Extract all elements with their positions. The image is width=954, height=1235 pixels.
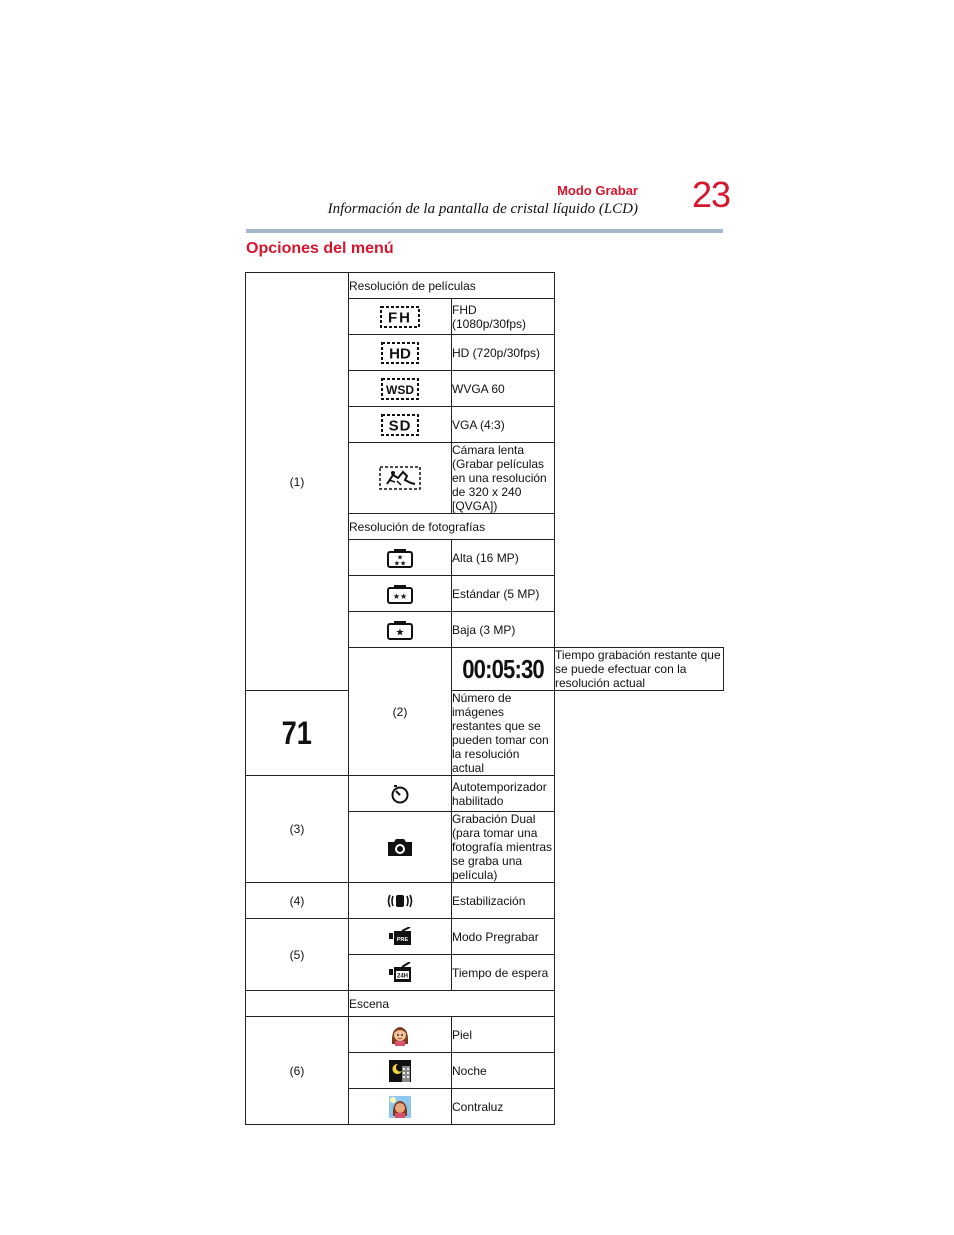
slow-motion-icon [379, 466, 421, 490]
remaining-images-readout: 71 [281, 714, 313, 751]
night-scene-icon [389, 1060, 411, 1082]
option-standby: Tiempo de espera [452, 955, 555, 991]
remaining-time-readout: 00:05:30 [462, 653, 544, 684]
subheading-photo-resolution: Resolución de fotografías [349, 514, 555, 540]
option-fhd: FHD (1080p/30fps) [452, 299, 555, 335]
running-header-section: Modo Grabar [557, 183, 638, 198]
photo-standard-icon [387, 584, 413, 604]
svg-text:★: ★ [395, 627, 405, 638]
option-photo-standard: Estándar (5 MP) [452, 576, 555, 612]
remaining-time-description: Tiempo grabación restante que se puede efectuar con la resolución actual [555, 648, 724, 691]
option-skin: Piel [452, 1017, 555, 1053]
group-number: (1) [246, 273, 349, 691]
wsd-icon-text: WSD [386, 382, 414, 397]
table-row [246, 883, 724, 919]
standby-icon-text: 24H [396, 973, 409, 979]
svg-text:★: ★ [396, 554, 404, 561]
table-row [246, 991, 724, 1017]
option-slow-motion: Cámara lenta (Grabar películas en una resolución de 320 x 240 [QVGA]) [452, 443, 555, 514]
header-rule [246, 229, 723, 233]
group-number: (3) [246, 776, 349, 883]
running-header-subtitle: Información de la pantalla de cristal líquido (LCD) [327, 201, 638, 217]
pre-record-icon [388, 927, 412, 947]
option-hd: HD (720p/30fps) [452, 335, 555, 371]
sd-icon [381, 414, 419, 436]
group-number: (6) [246, 1017, 349, 1125]
option-sd: VGA (4:3) [452, 407, 555, 443]
standby-icon [388, 962, 412, 984]
hd-icon-text: HD [389, 345, 411, 362]
option-dual-recording: Grabación Dual (para tomar una fotografía mientras se graba una película) [452, 812, 555, 883]
subheading-scene: Escena [349, 991, 555, 1017]
table-row [246, 1017, 724, 1053]
remaining-images-description: Número de imágenes restantes que se pueden tomar con la resolución actual [452, 691, 555, 776]
photo-low-icon [387, 620, 413, 640]
skin-scene-icon [389, 1024, 411, 1046]
option-self-timer: Autotemporizador habilitado [452, 776, 555, 812]
subheading-movie-resolution: Resolución de películas [349, 273, 555, 299]
option-pre-record: Modo Pregrabar [452, 919, 555, 955]
group-number: (4) [246, 883, 349, 919]
option-photo-high: Alta (16 MP) [452, 540, 555, 576]
self-timer-icon [390, 784, 410, 804]
hd-icon [381, 342, 419, 364]
fhd-icon-text: FH [388, 309, 412, 326]
stabilization-icon [386, 892, 414, 910]
pre-record-icon-text: PRE [396, 936, 409, 943]
option-wsd: WVGA 60 [452, 371, 555, 407]
table-row [246, 691, 724, 776]
option-photo-low: Baja (3 MP) [452, 612, 555, 648]
svg-text:★★: ★★ [393, 560, 407, 567]
section-title: Opciones del menú [246, 240, 394, 257]
fhd-icon [380, 306, 420, 328]
page-number: 23 [692, 174, 731, 215]
camera-icon [387, 837, 413, 857]
option-backlight: Contraluz [452, 1089, 555, 1125]
option-night: Noche [452, 1053, 555, 1089]
menu-options-table [245, 272, 724, 1125]
option-stabilization: Estabilización [452, 883, 555, 919]
svg-text:★★: ★★ [392, 591, 408, 601]
table-row [246, 273, 724, 299]
backlight-scene-icon [389, 1096, 411, 1118]
table-row [246, 919, 724, 955]
sd-icon-text: SD [388, 417, 412, 434]
group-number: (2) [349, 648, 452, 776]
photo-high-icon [387, 548, 413, 568]
group-number: (5) [246, 919, 349, 991]
wsd-icon [381, 378, 419, 400]
table-row [246, 776, 724, 812]
